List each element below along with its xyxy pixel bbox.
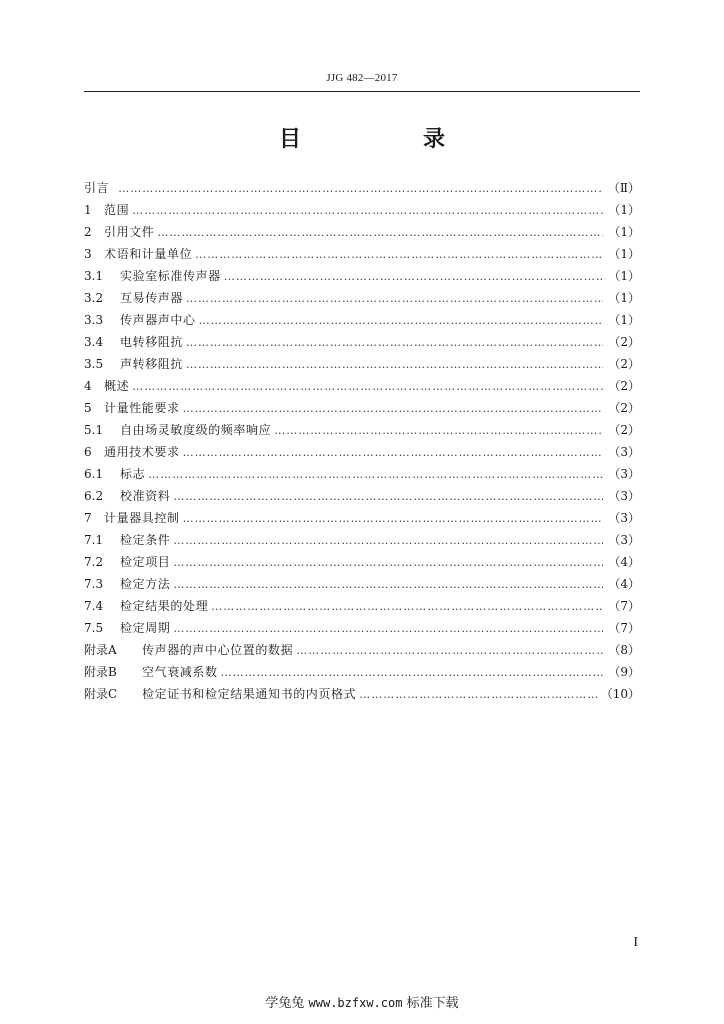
toc-entry-label: 自由场灵敏度级的频率响应 — [120, 423, 272, 437]
toc-leader-dots — [173, 552, 603, 574]
toc-entry-page: （10） — [600, 687, 640, 701]
toc-entry-label: 检定方法 — [120, 577, 171, 591]
toc-entry-page: （Ⅱ） — [607, 181, 640, 195]
footer-url[interactable]: www.bzfxw.com — [308, 996, 403, 1010]
toc-entry-page: （4） — [608, 555, 640, 569]
toc-entry-number: 5 — [84, 401, 92, 415]
footer-tagline: 标准下载 — [406, 996, 459, 1011]
toc-entry-label: 检定证书和检定结果通知书的内页格式 — [142, 687, 357, 701]
toc-entry-number: 7.5 — [84, 621, 104, 635]
toc-entry-page: （2） — [608, 335, 640, 349]
toc-entry-number: 3.1 — [84, 269, 104, 283]
toc-entry-page: （1） — [608, 247, 640, 261]
toc-leader-dots — [221, 662, 603, 684]
toc-entry-number: 6 — [84, 445, 92, 459]
toc-entry[interactable] — [84, 243, 640, 265]
toc-entry-page: （4） — [608, 577, 640, 591]
toc-entry-page: （9） — [608, 665, 640, 679]
toc-entry-number: 6.1 — [84, 467, 104, 481]
toc-leader-dots — [118, 178, 603, 200]
toc-entry-label: 检定项目 — [120, 555, 171, 569]
toc-entry[interactable] — [84, 375, 640, 397]
toc-leader-dots — [186, 332, 603, 354]
toc-entry[interactable] — [84, 331, 640, 353]
toc-leader-dots — [211, 596, 603, 618]
toc-entry[interactable] — [84, 529, 640, 551]
toc-leader-dots — [359, 684, 598, 706]
toc-entry-number: 3.5 — [84, 357, 104, 371]
toc-leader-dots — [186, 288, 603, 310]
toc-entry-page: （3） — [608, 489, 640, 503]
toc-entry-page: （2） — [608, 357, 640, 371]
toc-leader-dots — [183, 442, 603, 464]
toc-entry-page: （2） — [608, 379, 640, 393]
toc-entry-number: 6.2 — [84, 489, 104, 503]
toc-entry-page: （3） — [608, 511, 640, 525]
toc-leader-dots — [132, 200, 603, 222]
toc-entry-label: 互易传声器 — [120, 291, 184, 305]
toc-entry[interactable] — [84, 287, 640, 309]
toc-entry-number: 3 — [84, 247, 92, 261]
toc-entry-page: （3） — [608, 445, 640, 459]
toc-entry-number: 附录C — [84, 687, 118, 701]
toc-entry[interactable] — [84, 199, 640, 221]
toc-leader-dots — [183, 398, 603, 420]
toc-entry-page: （7） — [608, 599, 640, 613]
toc-entry[interactable] — [84, 551, 640, 573]
toc-entry-label: 引用文件 — [104, 225, 155, 239]
toc-entry-number: 3.4 — [84, 335, 104, 349]
toc-leader-dots — [224, 266, 603, 288]
toc-leader-dots — [157, 222, 603, 244]
toc-leader-dots — [173, 618, 603, 640]
table-of-contents — [84, 177, 640, 705]
toc-entry-page: （1） — [608, 203, 640, 217]
toc-leader-dots — [274, 420, 603, 442]
toc-entry-page: （2） — [608, 401, 640, 415]
toc-entry[interactable] — [84, 661, 640, 683]
toc-entry-page: （3） — [608, 467, 640, 481]
toc-entry-page: （3） — [608, 533, 640, 547]
toc-entry[interactable] — [84, 463, 640, 485]
toc-entry-label: 空气衰减系数 — [142, 665, 218, 679]
header-divider — [84, 91, 640, 92]
toc-entry[interactable] — [84, 265, 640, 287]
toc-leader-dots — [148, 464, 603, 486]
toc-entry[interactable] — [84, 485, 640, 507]
toc-entry-label: 引言 — [84, 181, 110, 195]
toc-leader-dots — [173, 530, 603, 552]
toc-entry-page: （1） — [608, 313, 640, 327]
toc-entry-page: （1） — [608, 269, 640, 283]
toc-leader-dots — [199, 310, 603, 332]
toc-entry-number: 附录A — [84, 643, 117, 657]
toc-entry[interactable] — [84, 397, 640, 419]
footer-site-name: 学兔兔 — [265, 996, 305, 1011]
toc-entry-label: 传声器声中心 — [120, 313, 196, 327]
toc-entry-number: 7.1 — [84, 533, 104, 547]
toc-entry-page: （8） — [608, 643, 640, 657]
toc-entry-label: 检定周期 — [120, 621, 171, 635]
toc-leader-dots — [296, 640, 603, 662]
toc-entry[interactable] — [84, 177, 640, 199]
toc-leader-dots — [132, 376, 603, 398]
toc-entry-number: 附录B — [84, 665, 117, 679]
toc-entry-number: 4 — [84, 379, 92, 393]
toc-leader-dots — [186, 354, 603, 376]
toc-entry[interactable] — [84, 683, 640, 705]
toc-entry[interactable] — [84, 419, 640, 441]
toc-entry-label: 检定条件 — [120, 533, 171, 547]
toc-entry[interactable] — [84, 441, 640, 463]
toc-entry-number: 3.3 — [84, 313, 104, 327]
toc-leader-dots — [195, 244, 603, 266]
toc-entry-page: （1） — [608, 291, 640, 305]
toc-entry-label: 检定结果的处理 — [120, 599, 209, 613]
toc-leader-dots — [183, 508, 603, 530]
toc-entry-label: 实验室标准传声器 — [120, 269, 221, 283]
page-number: I — [633, 935, 638, 950]
toc-entry-label: 传声器的声中心位置的数据 — [142, 643, 294, 657]
toc-entry[interactable] — [84, 353, 640, 375]
toc-entry-label: 计量器具控制 — [104, 511, 180, 525]
toc-entry-number: 1 — [84, 203, 92, 217]
toc-entry[interactable] — [84, 573, 640, 595]
toc-entry-number: 2 — [84, 225, 92, 239]
footer — [0, 992, 724, 1011]
toc-entry-label: 电转移阻抗 — [120, 335, 184, 349]
toc-entry-label: 校准资料 — [120, 489, 171, 503]
toc-entry[interactable] — [84, 309, 640, 331]
standard-code-header: JJG 482—2017 — [326, 72, 398, 84]
toc-entry-label: 概述 — [104, 379, 130, 393]
toc-entry-number: 3.2 — [84, 291, 104, 305]
toc-entry-label: 范围 — [104, 203, 130, 217]
toc-entry[interactable] — [84, 595, 640, 617]
toc-entry-number: 7.2 — [84, 555, 104, 569]
toc-entry-label: 标志 — [120, 467, 146, 481]
toc-entry-label: 声转移阻抗 — [120, 357, 184, 371]
toc-entry[interactable] — [84, 507, 640, 529]
toc-entry-page: （7） — [608, 621, 640, 635]
toc-entry-number: 7.3 — [84, 577, 104, 591]
toc-entry-label: 通用技术要求 — [104, 445, 180, 459]
toc-leader-dots — [173, 486, 603, 508]
toc-entry-number: 7 — [84, 511, 92, 525]
toc-leader-dots — [173, 574, 603, 596]
toc-entry[interactable] — [84, 617, 640, 639]
toc-entry-page: （2） — [608, 423, 640, 437]
toc-entry-page: （1） — [608, 225, 640, 239]
toc-entry-number: 7.4 — [84, 599, 104, 613]
toc-entry[interactable] — [84, 221, 640, 243]
toc-entry[interactable] — [84, 639, 640, 661]
toc-entry-label: 计量性能要求 — [104, 401, 180, 415]
toc-entry-number: 5.1 — [84, 423, 104, 437]
page-title: 目 录 — [278, 127, 495, 152]
toc-entry-label: 术语和计量单位 — [104, 247, 193, 261]
